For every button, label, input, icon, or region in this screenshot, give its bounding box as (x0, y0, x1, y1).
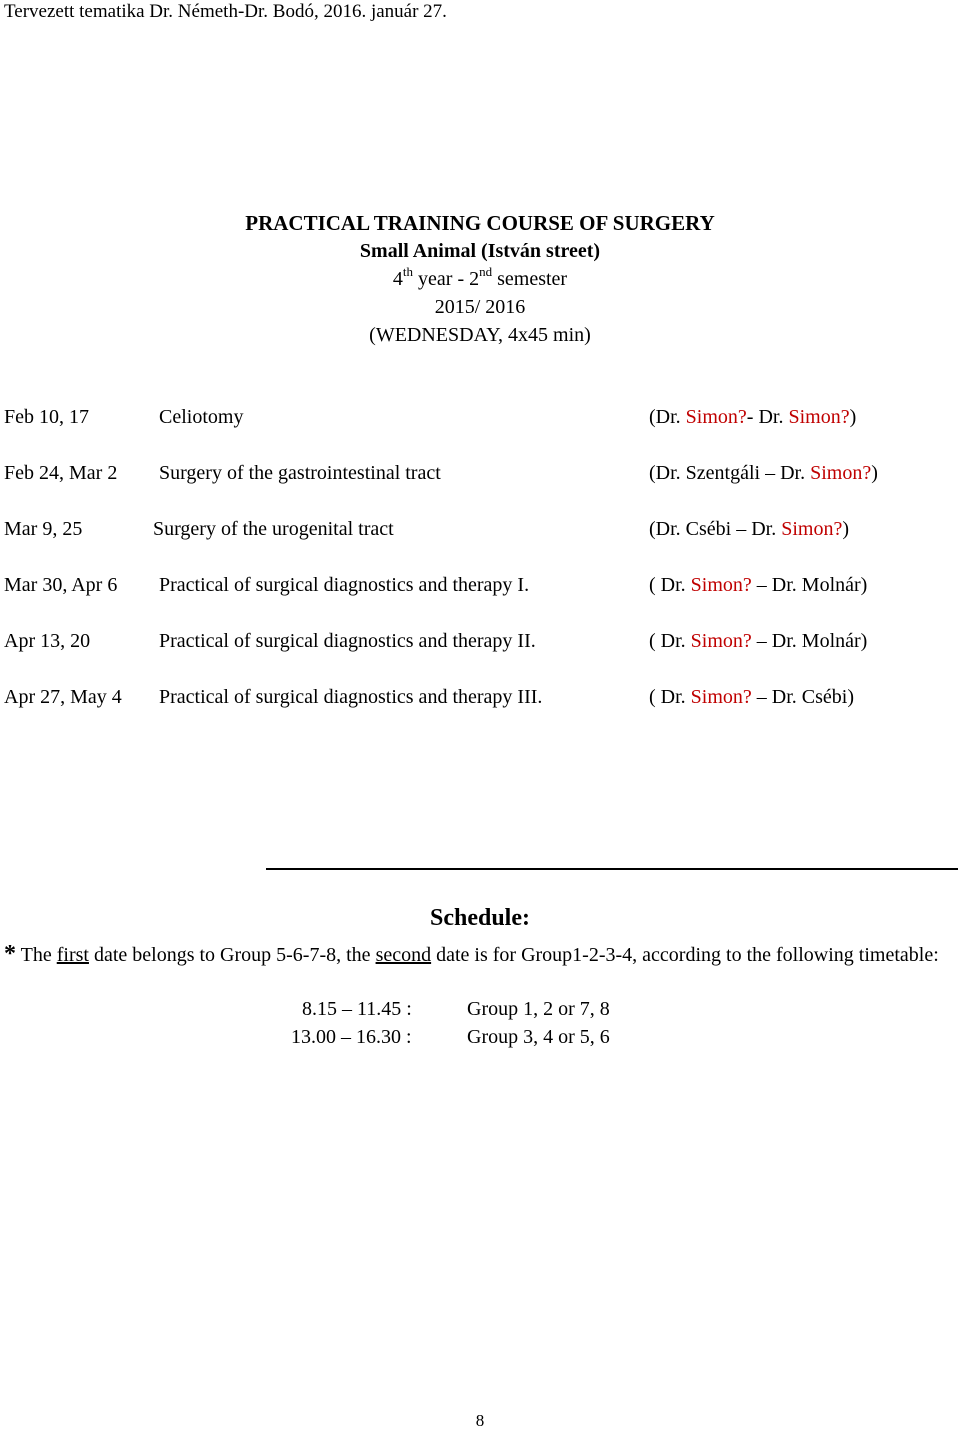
course-row (0, 518, 960, 548)
course-subtitle: Small Animal (István street) (359, 240, 601, 262)
course-instructors: (Dr. Csébi – Dr. Simon?) (649, 518, 850, 540)
course-topic: Practical of surgical diagnostics and therapy III. (159, 686, 543, 708)
course-instructors: (Dr. Simon?- Dr. Simon?) (649, 406, 857, 428)
timetable-time: 13.00 – 16.30 : (291, 1026, 412, 1048)
course-dates: Feb 10, 17 (4, 406, 89, 428)
course-row (0, 406, 960, 436)
course-topic: Surgery of the urogenital tract (153, 518, 394, 540)
year-semester-line: 4th year - 2nd semester (392, 264, 568, 290)
timetable-time: 8.15 – 11.45 : (302, 998, 412, 1020)
timetable-groups: Group 3, 4 or 5, 6 (467, 1026, 610, 1048)
course-topic: Celiotomy (159, 406, 244, 428)
course-row (0, 574, 960, 604)
day-duration: (WEDNESDAY, 4x45 min) (369, 324, 591, 346)
course-instructors: ( Dr. Simon? – Dr. Molnár) (649, 630, 868, 652)
course-topic: Practical of surgical diagnostics and therapy II. (159, 630, 536, 652)
course-title-block (0, 210, 960, 349)
course-dates: Apr 13, 20 (4, 630, 91, 652)
course-dates: Mar 30, Apr 6 (4, 574, 118, 596)
section-divider (266, 868, 958, 870)
first-emphasis: first (56, 944, 89, 966)
academic-year: 2015/ 2016 (434, 296, 526, 318)
course-row (0, 462, 960, 492)
timetable-groups: Group 1, 2 or 7, 8 (467, 998, 610, 1020)
second-emphasis: second (375, 944, 432, 966)
schedule-note: * The first date belongs to Group 5-6-7-8, the second date is for Group1-2-3-4, according to the following timetable: (4, 941, 939, 967)
page-number: 8 (475, 1411, 485, 1430)
course-instructors: ( Dr. Simon? – Dr. Molnár) (649, 574, 868, 596)
course-topic: Surgery of the gastrointestinal tract (159, 462, 441, 484)
course-row (0, 686, 960, 716)
asterisk-icon: * (4, 941, 16, 967)
schedule-title: Schedule: (429, 905, 530, 931)
course-row (0, 630, 960, 660)
course-dates: Apr 27, May 4 (4, 686, 122, 708)
course-title: PRACTICAL TRAINING COURSE OF SURGERY (245, 211, 715, 235)
course-dates: Mar 9, 25 (4, 518, 83, 540)
course-dates: Feb 24, Mar 2 (4, 462, 118, 484)
document-header: Tervezett tematika Dr. Németh-Dr. Bodó, 2016. január 27. (4, 1, 447, 22)
course-topic: Practical of surgical diagnostics and therapy I. (159, 574, 530, 596)
course-instructors: ( Dr. Simon? – Dr. Csébi) (649, 686, 855, 708)
course-instructors: (Dr. Szentgáli – Dr. Simon?) (649, 462, 878, 484)
